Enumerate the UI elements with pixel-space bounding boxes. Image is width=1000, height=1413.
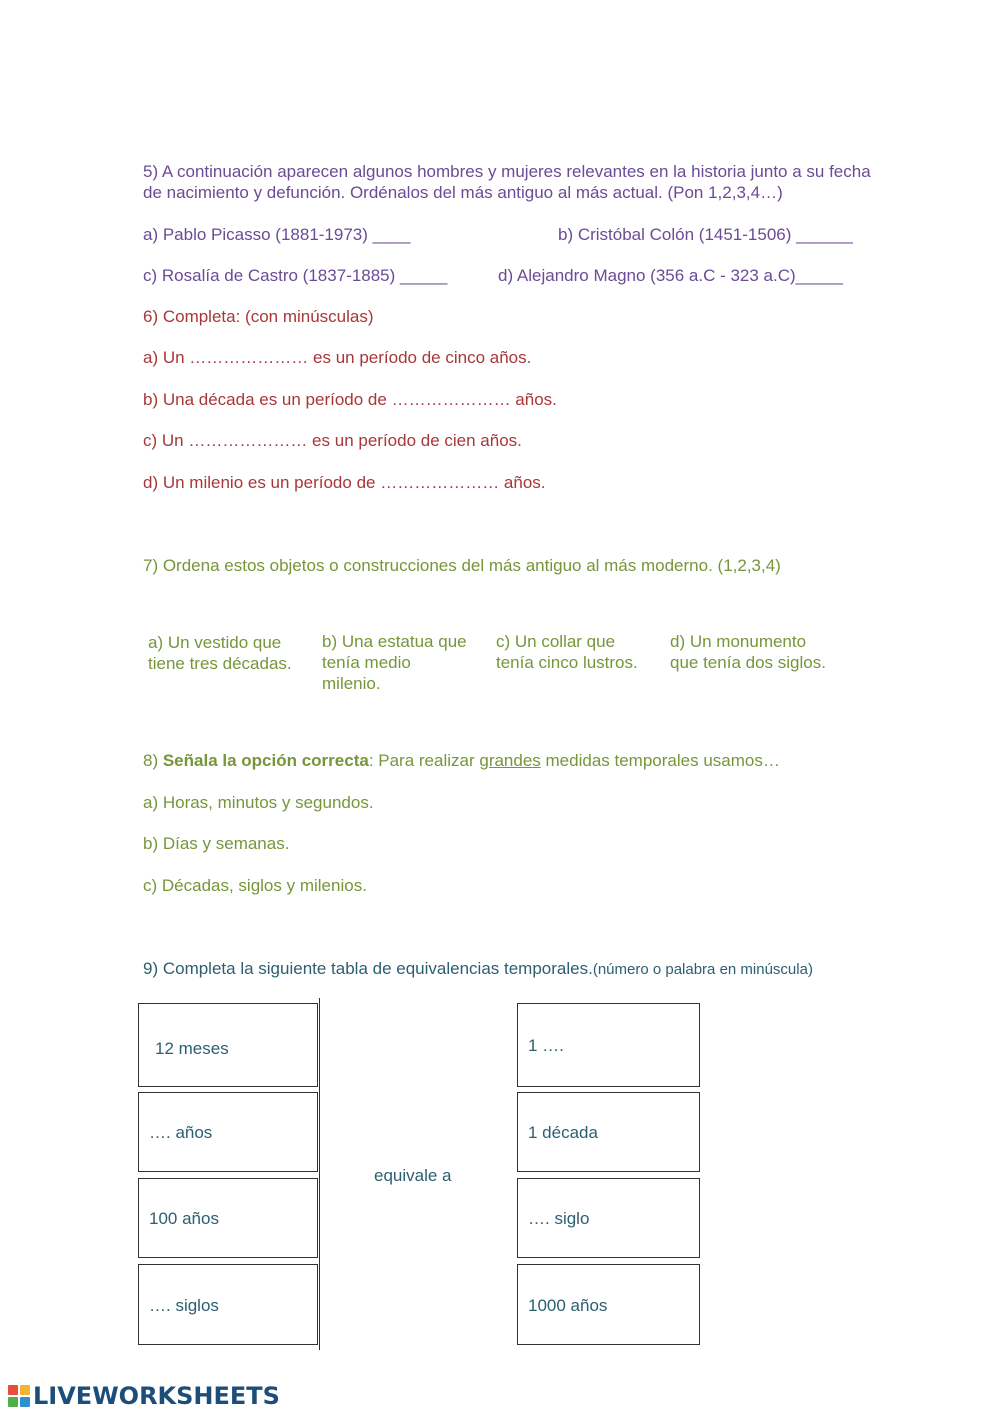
- q5-option-a: a) Pablo Picasso (1881-1973) ____: [143, 225, 411, 244]
- q8-option-a: a) Horas, minutos y segundos.: [143, 793, 374, 812]
- logo-blocks-icon: [8, 1385, 30, 1407]
- q8-option-b: b) Días y semanas.: [143, 834, 290, 853]
- left-box-3-text: 100 años: [149, 1209, 219, 1228]
- right-box-4-text: 1000 años: [528, 1296, 608, 1315]
- q7-option-d: d) Un monumento que tenía dos siglos.: [670, 632, 826, 672]
- table-divider-line: [319, 998, 320, 1350]
- q5-option-d: d) Alejandro Magno (356 a.C - 323 a.C)_____: [498, 266, 843, 285]
- q8-underlined-word: grandes: [479, 751, 541, 770]
- left-box-2-text: …. años: [149, 1123, 213, 1142]
- left-box-2: [138, 1092, 318, 1172]
- q6-item-c: c) Un ………………… es un período de cien años.: [143, 431, 522, 450]
- q8-mid: : Para realizar: [368, 751, 480, 770]
- q7-option-a: a) Un vestido que tiene tres décadas.: [148, 633, 292, 673]
- q6-item-b: b) Una década es un período de ………………… años.: [143, 390, 557, 409]
- q5-option-b: b) Cristóbal Colón (1451-1506) ______: [558, 225, 853, 244]
- q6-title: 6) Completa: (con minúsculas): [143, 307, 374, 326]
- left-box-3: [138, 1178, 318, 1258]
- q8-suffix: medidas temporales usamos…: [540, 751, 780, 770]
- q5-intro-line2: de nacimiento y defunción. Ordénalos del más antiguo al más actual. (Pon 1,2,3,4…): [143, 183, 783, 202]
- q9-note: (número o palabra en minúscula): [592, 961, 813, 978]
- right-box-4: [517, 1264, 700, 1345]
- right-box-3: [517, 1178, 700, 1258]
- liveworksheets-logo: [8, 1382, 280, 1410]
- right-box-2-text: 1 década: [528, 1123, 598, 1142]
- right-box-1: [517, 1003, 700, 1087]
- right-box-3-text: …. siglo: [528, 1209, 590, 1228]
- q9-title: [143, 958, 813, 980]
- left-box-4: [138, 1264, 318, 1345]
- q8-prefix: 8): [143, 751, 163, 770]
- q8-instruction: Señala la opción correcta: [162, 751, 369, 770]
- q7-title: 7) Ordena estos objetos o construcciones del más antiguo al más moderno. (1,2,3,4): [143, 556, 781, 575]
- q9-title-text: 9) Completa la siguiente tabla de equivalencias temporales.: [143, 959, 593, 978]
- logo-text: LIVEWORKSHEETS: [33, 1382, 280, 1410]
- q6-item-d: d) Un milenio es un período de ………………… años.: [143, 473, 546, 492]
- right-box-1-text: 1 ….: [528, 1036, 564, 1055]
- left-box-4-text: …. siglos: [149, 1296, 219, 1315]
- q5-intro-line1: 5) A continuación aparecen algunos hombres y mujeres relevantes en la historia junto a su fecha: [143, 162, 871, 181]
- q7-option-c: c) Un collar que tenía cinco lustros.: [496, 632, 638, 672]
- left-box-1-text: 12 meses: [155, 1039, 229, 1058]
- right-box-2: [517, 1092, 700, 1172]
- equivale-a-label: equivale a: [374, 1166, 452, 1185]
- q6-item-a: a) Un ………………… es un período de cinco años.: [143, 348, 532, 367]
- q8-option-c: c) Décadas, siglos y milenios.: [143, 876, 367, 895]
- q7-option-b: b) Una estatua que tenía medio milenio.: [322, 632, 467, 693]
- left-box-1: [138, 1003, 318, 1087]
- q5-option-c: c) Rosalía de Castro (1837-1885) _____: [143, 266, 448, 285]
- q8-title: [143, 750, 780, 771]
